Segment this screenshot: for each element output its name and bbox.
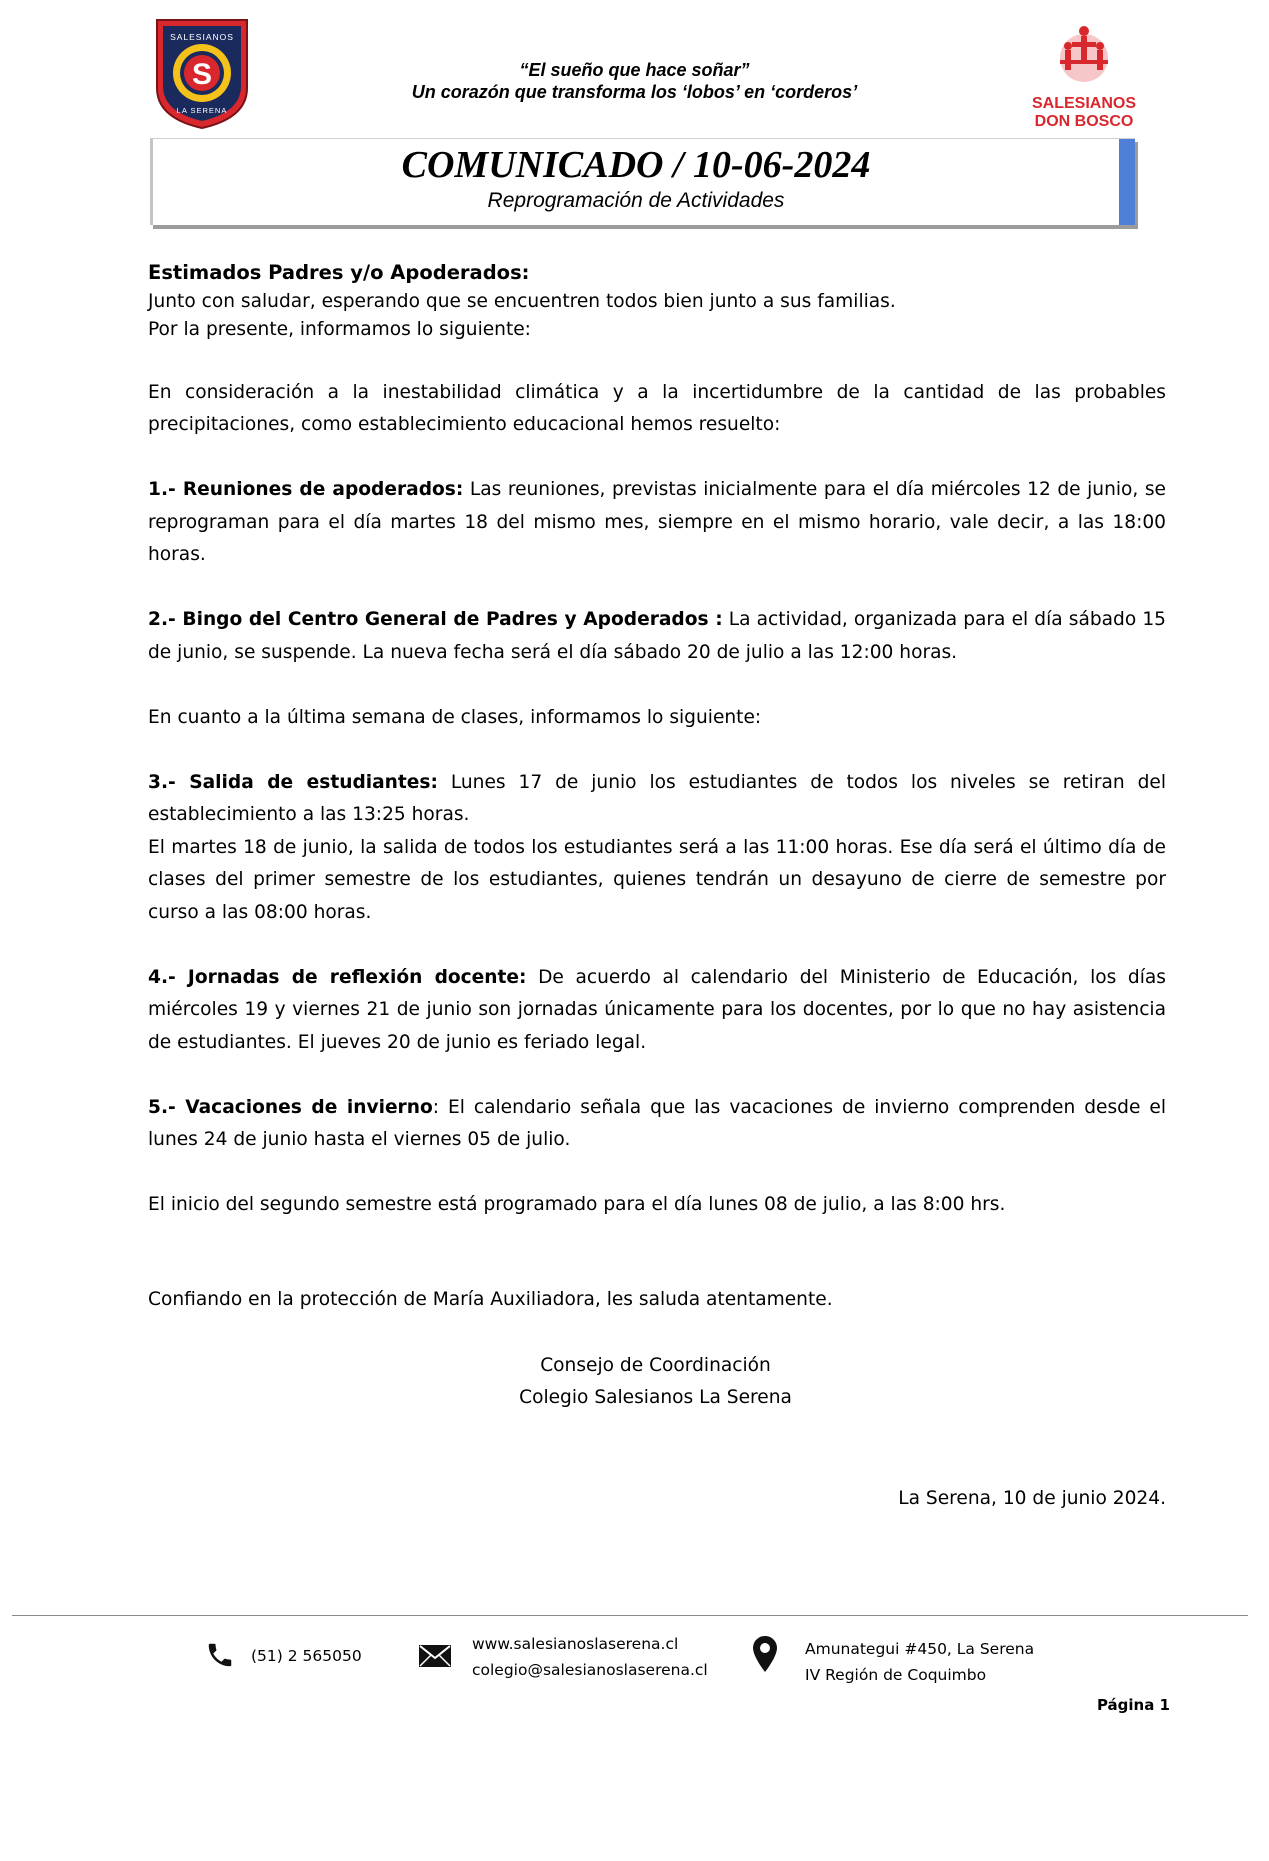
page-number: Página 1 (1096, 1696, 1170, 1714)
signature-block (0, 1350, 1269, 1414)
item-4-text: De acuerdo al calendario del Ministerio de Educación, los días miércoles 19 y viernes 21 de junio son jornadas únicamente para los docentes, por lo que no hay asistencia de estudiantes. El jueves 20 de junio es feriado legal. (148, 966, 1166, 1053)
title-box (150, 138, 1135, 225)
signature-line-1: Consejo de Coordinación (540, 1355, 771, 1376)
motto-line-2: Un corazón que transforma los ‘lobos’ en ‘corderos’ (411, 82, 858, 102)
title-accent-bar (1119, 139, 1135, 225)
footer-contact (472, 1631, 708, 1683)
phone-icon (205, 1640, 235, 1675)
logo-text-top: SALESIANOS (170, 32, 234, 42)
letter-body (148, 258, 1166, 1317)
intro-line-2: Por la presente, informamos lo siguiente: (148, 319, 531, 340)
item-1-paragraph (148, 474, 1166, 572)
item-5-paragraph (148, 1092, 1166, 1157)
location-pin-icon (752, 1635, 778, 1678)
footer-phone: (51) 2 565050 (251, 1647, 362, 1665)
item-2-paragraph (148, 604, 1166, 669)
document-title: COMUNICADO / 10-06-2024 (401, 144, 871, 186)
item-3-paragraph (148, 767, 1166, 832)
logo-text-bottom: LA SERENA (176, 106, 228, 115)
signature-line-2: Colegio Salesianos La Serena (519, 1387, 792, 1408)
consideration-paragraph: En consideración a la inestabilidad climática y a la incertidumbre de la cantidad de las probables precipitaciones, como establecimiento educacional hemos resuelto: (148, 381, 1166, 435)
closing-paragraph: Confiando en la protección de María Auxiliadora, les saluda atentamente. (148, 1289, 833, 1310)
mail-icon (418, 1643, 452, 1674)
motto-line-1: “El sueño que hace soñar” (519, 60, 750, 80)
item-3-text: Lunes 17 de junio los estudiantes de todos los niveles se retiran del establecimiento a las 13:25 horas. (148, 771, 1167, 825)
logo-letter: S (191, 58, 213, 91)
item-4-title: 4.- Jornadas de reflexión docente: (148, 966, 527, 988)
item-3-paragraph-2: El martes 18 de junio, la salida de todos los estudiantes será a las 11:00 horas. Ese día será el último día de clases del primer semestre de los estudiantes, quienes tendrán un desayuno de cierre de semestre por curso a las 08:00 horas. (148, 836, 1166, 923)
item-5-title: 5.- Vacaciones de invierno (148, 1096, 433, 1118)
footer-divider (12, 1615, 1248, 1616)
footer-address-line-1: Amunategui #450, La Serena (805, 1640, 1035, 1658)
footer-address-line-2: IV Región de Coquimbo (805, 1666, 987, 1684)
logo-line-1: SALESIANOS (1031, 95, 1137, 112)
item-2-text: La actividad, organizada para el día sábado 15 de junio, se suspende. La nueva fecha será el día sábado 20 de julio a las 12:00 horas. (148, 609, 1166, 663)
item-3-title: 3.- Salida de estudiantes: (148, 771, 438, 793)
logo-line-2: DON BOSCO (1034, 113, 1134, 130)
footer-address (805, 1636, 1034, 1688)
greeting: Estimados Padres y/o Apoderados: (148, 261, 530, 284)
item-1-text: Las reuniones, previstas inicialmente para el día miércoles 12 de junio, se reprograman para el día martes 18 del mismo mes, siempre en el mismo horario, vale decir, a las 18:00 horas. (148, 479, 1166, 565)
intro-line-1: Junto con saludar, esperando que se encuentren todos bien junto a sus familias. (148, 291, 896, 312)
item-2-title: 2.- Bingo del Centro General de Padres y Apoderados : (148, 609, 723, 630)
item-1-title: 1.- Reuniones de apoderados: (148, 479, 464, 500)
salesianos-don-bosco-logo (1020, 16, 1148, 134)
item-5-text: : El calendario señala que las vacaciones de invierno comprenden desde el lunes 24 de junio hasta el viernes 05 de julio. (148, 1096, 1166, 1150)
document-subtitle: Reprogramación de Actividades (487, 189, 785, 212)
second-semester-paragraph: El inicio del segundo semestre está programado para el día lunes 08 de julio, a las 8:00 hrs. (148, 1194, 1006, 1215)
footer-website[interactable]: www.salesianoslaserena.cl (472, 1635, 679, 1653)
item-4-paragraph (148, 962, 1166, 1060)
letter-date: La Serena, 10 de junio 2024. (898, 1488, 1166, 1509)
footer-email[interactable]: colegio@salesianoslaserena.cl (472, 1661, 708, 1679)
last-week-paragraph: En cuanto a la última semana de clases, informamos lo siguiente: (148, 706, 762, 728)
